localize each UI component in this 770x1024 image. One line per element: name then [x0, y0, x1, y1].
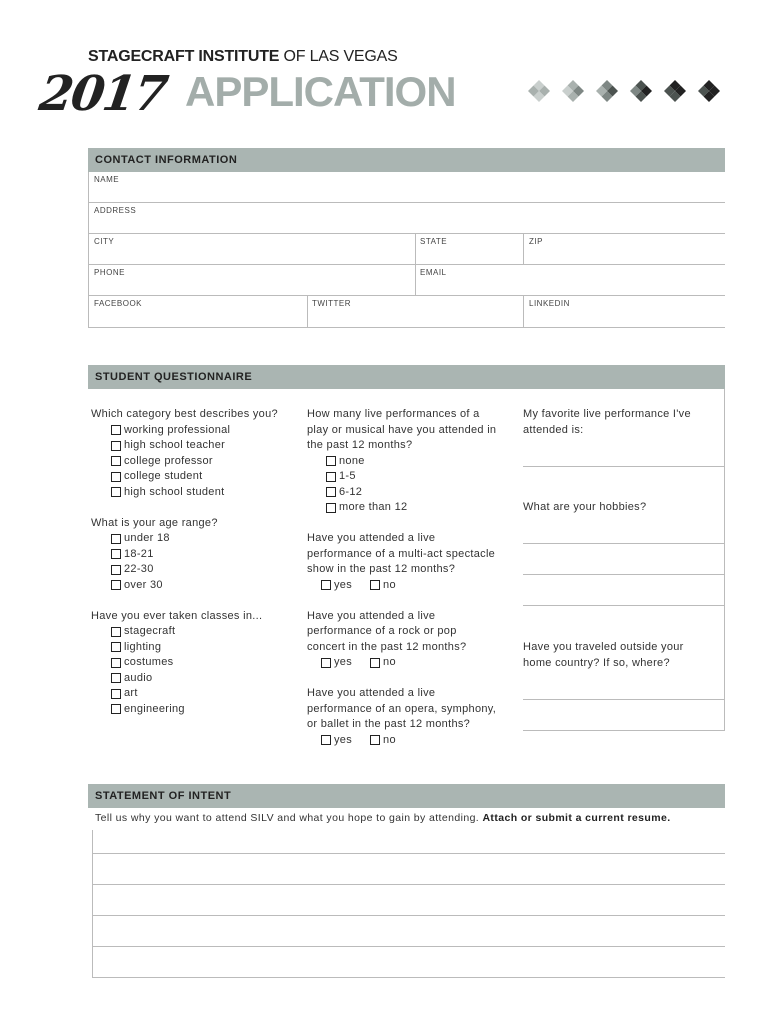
- option-label: under 18: [124, 532, 170, 544]
- classes-option[interactable]: [111, 640, 301, 656]
- option-label: 6-12: [339, 485, 363, 498]
- age-option[interactable]: [111, 578, 301, 594]
- linkedin-label: LINKEDIN: [529, 299, 570, 308]
- question-line: or ballet in the past 12 months?: [307, 718, 471, 730]
- diamond-ornament: [525, 76, 725, 106]
- performances-question: [307, 407, 517, 454]
- questionnaire-col-1: [91, 407, 301, 717]
- application-title: APPLICATION: [185, 68, 456, 115]
- rock-question: [307, 609, 517, 656]
- option-label: stagecraft: [124, 625, 176, 637]
- year-script: 2017: [36, 66, 170, 122]
- divider: [88, 327, 725, 328]
- checkbox[interactable]: [111, 673, 121, 683]
- category-option[interactable]: [111, 469, 301, 485]
- option-label: over 30: [124, 578, 163, 591]
- address-label: ADDRESS: [94, 206, 137, 215]
- intent-prompt: [95, 812, 725, 824]
- option-label: 22-30: [124, 563, 154, 575]
- divider: [92, 977, 725, 978]
- age-question: What is your age range?: [91, 516, 218, 529]
- linkedin-field[interactable]: [524, 297, 725, 325]
- checkbox[interactable]: [111, 549, 121, 559]
- age-option[interactable]: [111, 531, 301, 547]
- age-option[interactable]: [111, 547, 301, 563]
- facebook-field[interactable]: [89, 297, 306, 325]
- category-option[interactable]: [111, 485, 301, 501]
- category-option[interactable]: [111, 423, 301, 439]
- option-label: 18-21: [124, 547, 154, 560]
- divider: [88, 202, 725, 203]
- yes-option[interactable]: [321, 578, 352, 594]
- question-line: attended is:: [523, 423, 584, 436]
- checkbox[interactable]: [370, 658, 380, 668]
- divider: [523, 466, 725, 467]
- checkbox[interactable]: [111, 456, 121, 466]
- option-label: working professional: [124, 423, 231, 436]
- option-label: college professor: [124, 454, 213, 467]
- classes-options: [91, 624, 301, 717]
- no-option[interactable]: [370, 733, 396, 749]
- question-line: performance of an opera, symphony,: [307, 702, 497, 715]
- performances-option[interactable]: [326, 500, 517, 516]
- question-line: performance of a multi-act spectacle: [307, 547, 496, 560]
- performances-option[interactable]: [326, 469, 517, 485]
- option-label: high school teacher: [124, 439, 226, 451]
- city-field[interactable]: [89, 235, 414, 263]
- divider: [523, 699, 725, 700]
- option-label: 1-5: [339, 470, 356, 482]
- classes-option[interactable]: [111, 655, 301, 671]
- age-option[interactable]: [111, 562, 301, 578]
- question-line: performance of a rock or pop: [307, 625, 457, 637]
- divider: [92, 915, 725, 916]
- yes-option[interactable]: [321, 733, 352, 749]
- divider: [523, 543, 725, 544]
- classes-option[interactable]: [111, 686, 301, 702]
- divider: [92, 853, 725, 854]
- performances-option[interactable]: [326, 485, 517, 501]
- divider: [523, 574, 725, 575]
- checkbox[interactable]: [111, 425, 121, 435]
- zip-field[interactable]: [524, 235, 725, 263]
- checkbox[interactable]: [111, 487, 121, 497]
- twitter-field[interactable]: [308, 297, 522, 325]
- no-option[interactable]: [370, 655, 396, 671]
- state-label: STATE: [420, 237, 448, 246]
- opera-options: [307, 733, 517, 749]
- intent-heading: STATEMENT OF INTENT: [88, 784, 725, 808]
- travel-question: [523, 640, 723, 671]
- checkbox[interactable]: [111, 565, 121, 575]
- question-line: How many live performances of a: [307, 408, 480, 420]
- institute-name-bold: STAGECRAFT INSTITUTE: [88, 48, 280, 65]
- email-label: EMAIL: [420, 268, 447, 277]
- question-line: home country? If so, where?: [523, 656, 670, 669]
- checkbox[interactable]: [321, 658, 331, 668]
- option-label: no: [383, 733, 396, 746]
- intent-bold-text: Attach or submit a current resume.: [482, 812, 671, 824]
- divider: [92, 946, 725, 947]
- name-field[interactable]: [89, 173, 725, 201]
- travel-answer-field[interactable]: [523, 673, 724, 731]
- questionnaire-col-2: [307, 407, 517, 748]
- phone-label: PHONE: [94, 268, 125, 277]
- classes-option[interactable]: [111, 624, 301, 640]
- question-line: Have you attended a live: [307, 687, 436, 699]
- hobbies-question: What are your hobbies?: [523, 501, 647, 513]
- divider: [92, 884, 725, 885]
- classes-question: Have you ever taken classes in...: [91, 609, 263, 622]
- checkbox[interactable]: [111, 472, 121, 482]
- checkbox[interactable]: [370, 580, 380, 590]
- questionnaire-heading: STUDENT QUESTIONNAIRE: [88, 365, 725, 389]
- checkbox[interactable]: [370, 735, 380, 745]
- question-line: the past 12 months?: [307, 439, 413, 451]
- checkbox[interactable]: [111, 642, 121, 652]
- checkbox[interactable]: [111, 627, 121, 637]
- divider: [88, 264, 725, 265]
- address-field[interactable]: [89, 204, 725, 232]
- checkbox[interactable]: [326, 472, 336, 482]
- option-label: more than 12: [339, 501, 408, 513]
- question-line: show in the past 12 months?: [307, 563, 456, 575]
- question-line: Have you traveled outside your: [523, 641, 684, 653]
- option-label: lighting: [124, 640, 162, 653]
- option-label: costumes: [124, 656, 174, 668]
- spectacle-question: [307, 531, 517, 578]
- performances-option[interactable]: [326, 454, 517, 470]
- age-options: [91, 531, 301, 593]
- hobbies-answer-field[interactable]: [523, 517, 724, 605]
- option-label: college student: [124, 470, 203, 482]
- question-line: My favorite live performance I've: [523, 408, 691, 420]
- divider: [88, 295, 725, 296]
- category-option[interactable]: [111, 438, 301, 454]
- twitter-label: TWITTER: [312, 299, 352, 308]
- divider: [523, 730, 725, 731]
- divider: [88, 233, 725, 234]
- option-label: audio: [124, 671, 153, 684]
- question-line: concert in the past 12 months?: [307, 640, 467, 653]
- checkbox[interactable]: [111, 441, 121, 451]
- favorite-answer-field[interactable]: [523, 440, 724, 466]
- contact-info-heading: CONTACT INFORMATION: [88, 148, 725, 172]
- divider: [523, 605, 725, 606]
- checkbox[interactable]: [111, 580, 121, 590]
- state-field[interactable]: [416, 235, 522, 263]
- checkbox[interactable]: [326, 487, 336, 497]
- question-line: play or musical have you attended in: [307, 423, 497, 436]
- checkbox[interactable]: [326, 503, 336, 513]
- institute-name-rest: OF LAS VEGAS: [279, 48, 398, 65]
- checkbox[interactable]: [111, 704, 121, 714]
- email-field[interactable]: [416, 266, 725, 294]
- checkbox[interactable]: [321, 580, 331, 590]
- category-option[interactable]: [111, 454, 301, 470]
- rock-options: [307, 655, 517, 671]
- option-label: engineering: [124, 702, 185, 715]
- category-options: [91, 423, 301, 501]
- facebook-label: FACEBOOK: [94, 299, 143, 308]
- checkbox[interactable]: [111, 658, 121, 668]
- institute-name: [88, 48, 398, 66]
- performances-options: [307, 454, 517, 516]
- category-question: Which category best describes you?: [91, 408, 278, 420]
- option-label: no: [383, 656, 396, 668]
- option-label: none: [339, 454, 365, 467]
- favorite-question: [523, 407, 723, 438]
- intent-text: Tell us why you want to attend SILV and what you hope to gain by attending.: [95, 812, 483, 824]
- question-line: Have you attended a live: [307, 532, 436, 544]
- spectacle-options: [307, 578, 517, 594]
- phone-field[interactable]: [89, 266, 414, 294]
- opera-question: [307, 686, 517, 733]
- option-label: high school student: [124, 485, 225, 498]
- zip-label: ZIP: [529, 237, 543, 246]
- classes-option[interactable]: [111, 671, 301, 687]
- col3-right-border: [724, 389, 725, 731]
- option-label: art: [124, 687, 138, 699]
- yes-option[interactable]: [321, 655, 352, 671]
- option-label: yes: [334, 656, 353, 668]
- question-line: Have you attended a live: [307, 609, 436, 622]
- checkbox[interactable]: [111, 534, 121, 544]
- option-label: yes: [334, 733, 353, 746]
- name-label: NAME: [94, 175, 120, 184]
- checkbox[interactable]: [321, 735, 331, 745]
- city-label: CITY: [94, 237, 115, 246]
- checkbox[interactable]: [111, 689, 121, 699]
- no-option[interactable]: [370, 578, 396, 594]
- classes-option[interactable]: [111, 702, 301, 718]
- checkbox[interactable]: [326, 456, 336, 466]
- option-label: yes: [334, 578, 353, 591]
- option-label: no: [383, 578, 396, 591]
